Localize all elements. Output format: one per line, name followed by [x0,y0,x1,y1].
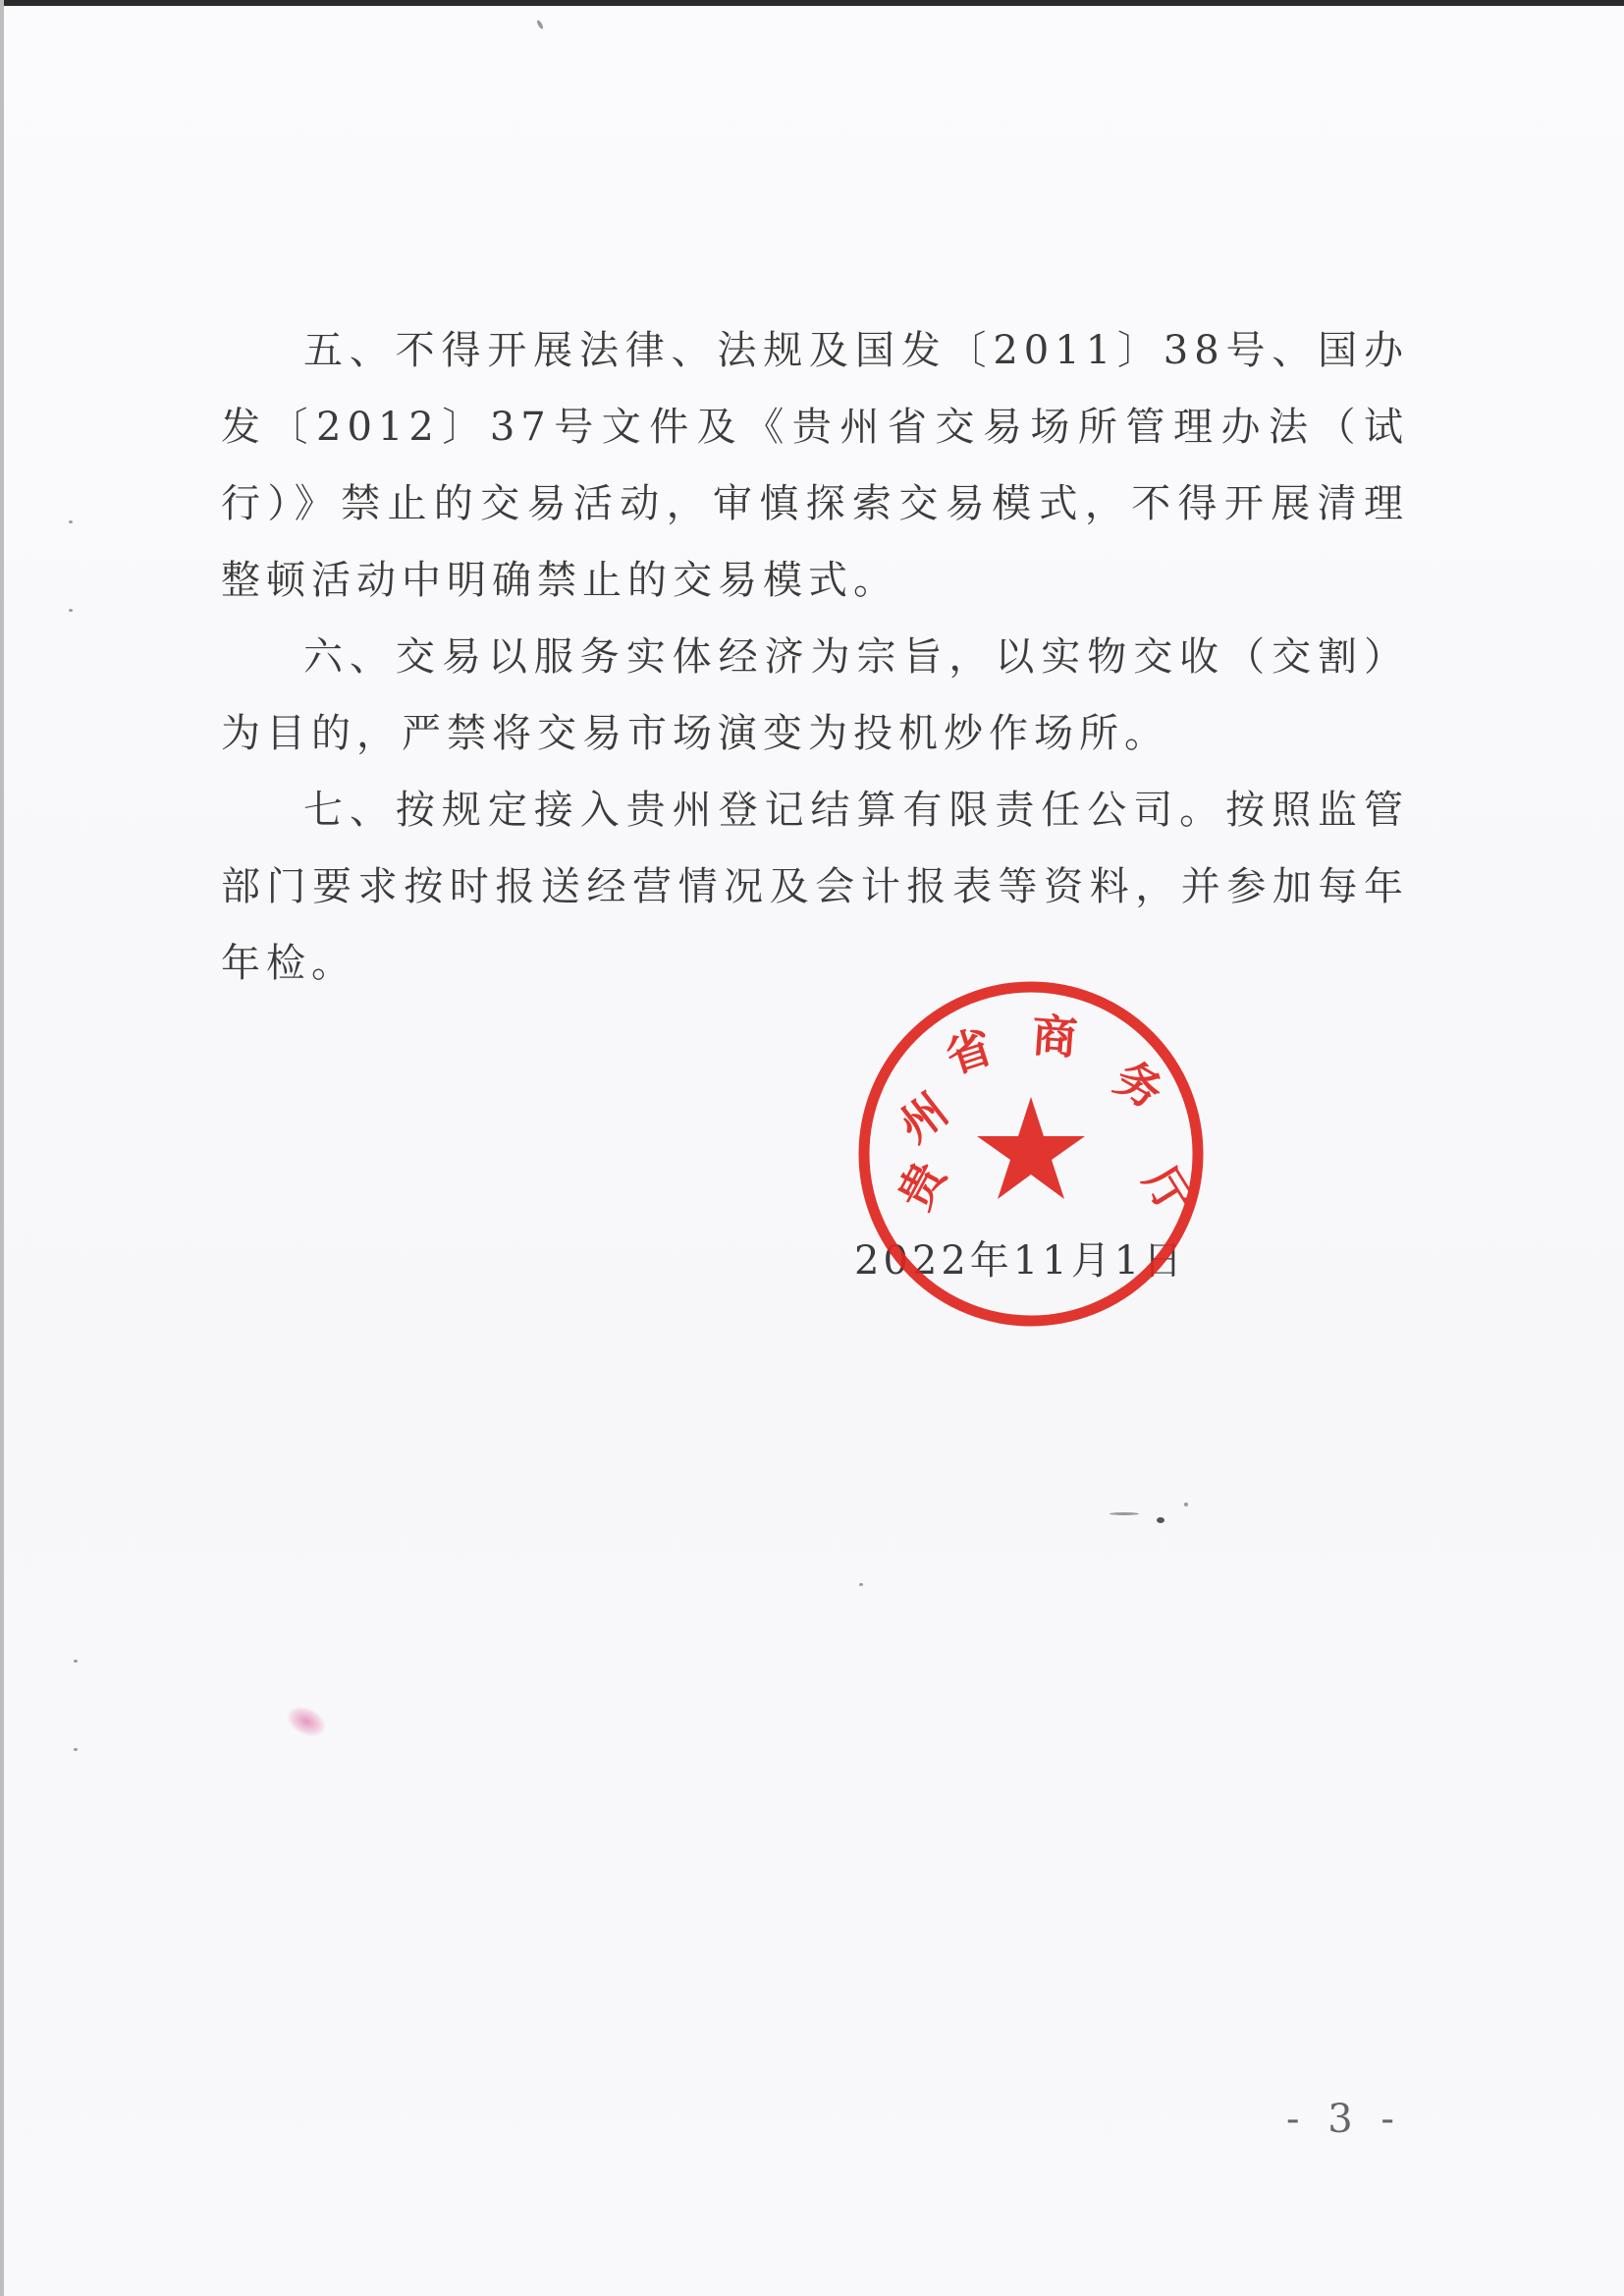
scan-top-edge [0,0,1624,6]
scan-speck [1110,1512,1139,1515]
svg-text:务: 务 [1106,1050,1172,1120]
ink-smudge [283,1702,329,1741]
scan-speck [74,1748,78,1751]
scan-speck [1157,1517,1164,1523]
scan-speck [536,20,544,30]
seal-stamp-graphic [854,977,1208,1331]
paragraph-five: 五、不得开展法律、法规及国发〔2011〕38号、国办发〔2012〕37号文件及《贵州省交易场所管理办法（试行）》禁止的交易活动，审慎探索交易模式，不得开展清理整顿活动中明确禁止的交易模式。 [221,328,1409,603]
scan-speck [74,1660,78,1663]
svg-text:州: 州 [889,1082,958,1153]
scan-speck [69,520,73,523]
scan-left-edge [0,0,4,2296]
svg-text:贵: 贵 [888,1153,956,1219]
svg-text:厅: 厅 [1133,1157,1203,1224]
issue-date: 2022年11月1日 [854,1238,1187,1284]
scan-speck [1184,1503,1188,1506]
seal-star-icon [977,1097,1085,1199]
scan-speck [69,609,73,612]
document-body [221,312,1409,1002]
scan-speck [859,1583,863,1586]
page-number: - 3 - [1286,2097,1402,2142]
svg-text:商: 商 [1030,1009,1079,1066]
svg-text:省: 省 [939,1018,1000,1084]
official-seal [854,977,1208,1331]
paragraph-six: 六、交易以服务实体经济为宗旨，以实物交收（交割）为目的，严禁将交易市场演变为投机炒作场所。 [221,634,1409,756]
paragraph-seven: 七、按规定接入贵州登记结算有限责任公司。按照监管部门要求按时报送经营情况及会计报表等资料，并参加每年年检。 [221,788,1409,986]
